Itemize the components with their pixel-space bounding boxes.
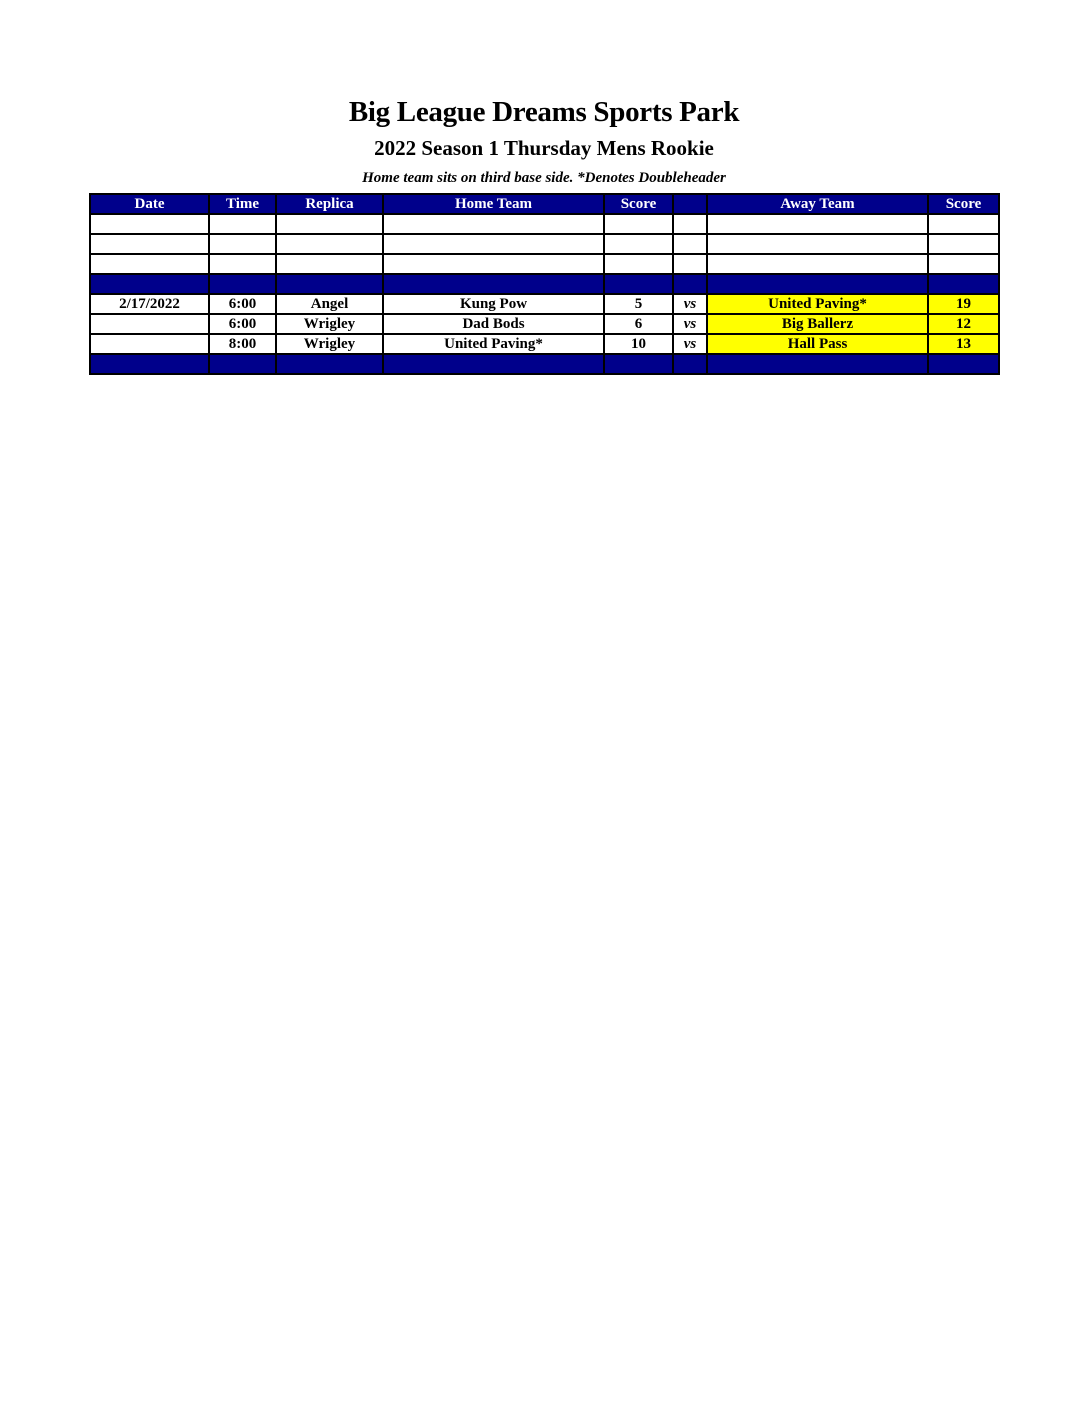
- separator-row: [90, 274, 999, 294]
- page-title: Big League Dreams Sports Park: [348, 96, 740, 128]
- vs-label: vs: [673, 294, 707, 314]
- header-row: [90, 194, 999, 214]
- home-score: 10: [604, 334, 673, 354]
- home-team: United Paving*: [383, 334, 604, 354]
- schedule-table: [89, 193, 1000, 375]
- column-header-home-score: Score: [604, 194, 673, 214]
- home-team: Kung Pow: [383, 294, 604, 314]
- column-header-time: Time: [209, 194, 276, 214]
- home-team: Dad Bods: [383, 314, 604, 334]
- game-time: 6:00: [209, 314, 276, 334]
- column-header-replica: Replica: [276, 194, 383, 214]
- game-replica: Angel: [276, 294, 383, 314]
- away-score: 13: [928, 334, 999, 354]
- home-score: 5: [604, 294, 673, 314]
- schedule-note: Home team sits on third base side. *Denotes Doubleheader: [362, 170, 726, 186]
- away-team: United Paving*: [707, 294, 928, 314]
- empty-row: [90, 214, 999, 234]
- season-subtitle: 2022 Season 1 Thursday Mens Rookie: [374, 136, 714, 160]
- vs-label: vs: [673, 314, 707, 334]
- game-row: [90, 334, 999, 354]
- away-score: 19: [928, 294, 999, 314]
- empty-row: [90, 234, 999, 254]
- away-score: 12: [928, 314, 999, 334]
- game-date: [90, 334, 209, 354]
- away-team: Hall Pass: [707, 334, 928, 354]
- game-date: 2/17/2022: [90, 294, 209, 314]
- game-replica: Wrigley: [276, 314, 383, 334]
- column-header-date: Date: [90, 194, 209, 214]
- column-header-away-team: Away Team: [707, 194, 928, 214]
- column-header-home-team: Home Team: [383, 194, 604, 214]
- column-header-away-score: Score: [928, 194, 999, 214]
- game-time: 8:00: [209, 334, 276, 354]
- vs-label: vs: [673, 334, 707, 354]
- home-score: 6: [604, 314, 673, 334]
- column-header-vs: [673, 194, 707, 214]
- away-team: Big Ballerz: [707, 314, 928, 334]
- game-row: [90, 314, 999, 334]
- game-time: 6:00: [209, 294, 276, 314]
- empty-row: [90, 254, 999, 274]
- separator-row: [90, 354, 999, 374]
- game-replica: Wrigley: [276, 334, 383, 354]
- game-row: [90, 294, 999, 314]
- game-date: [90, 314, 209, 334]
